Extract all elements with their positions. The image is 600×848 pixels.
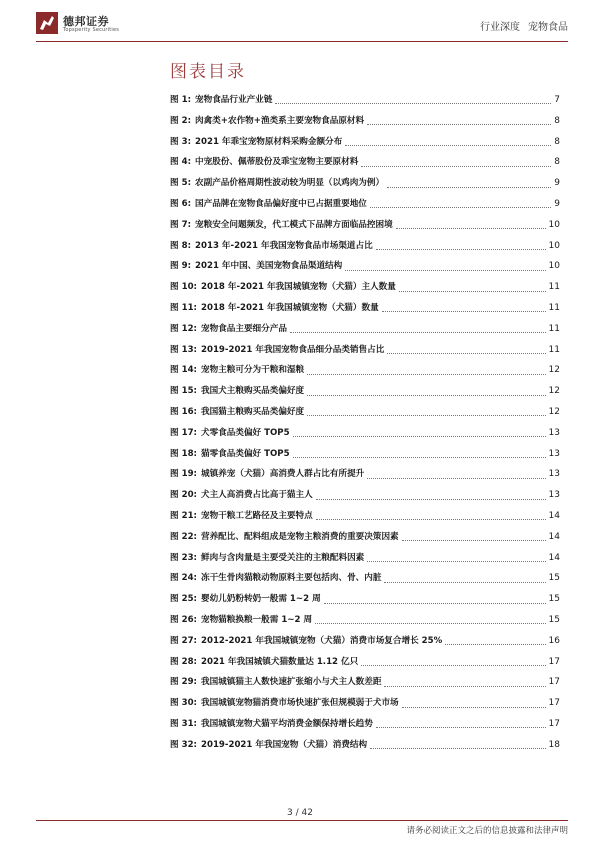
toc-figure-label: 图 6: (170, 198, 192, 209)
toc-figure-title: 猫零食品类偏好 TOP5 (200, 448, 290, 459)
toc-dot-leader (361, 165, 551, 167)
toc-figure-label: 图 1: (170, 95, 192, 105)
toc-figure-label: 图 4: (170, 157, 192, 168)
toc-dot-leader (367, 123, 551, 125)
toc-figure-label: 图 30: (170, 698, 197, 709)
toc-figure-label: 图 27: (170, 635, 197, 646)
toc-entry[interactable] (170, 90, 560, 111)
brand-logo-icon (36, 12, 58, 34)
toc-dot-leader (307, 373, 545, 375)
toc-page-number: 15 (548, 614, 560, 625)
toc-figure-label: 图 24: (170, 573, 197, 584)
page-number: 3 / 42 (287, 808, 313, 818)
toc-figure-title: 犬主人高消费占比高于猫主人 (200, 490, 313, 501)
toc-page-number: 15 (548, 573, 560, 584)
toc-figure-title: 城镇养宠（犬猫）高消费人群占比有所提升 (200, 469, 365, 480)
toc-figure-label: 图 15: (170, 386, 197, 397)
toc-page-number: 13 (548, 427, 560, 438)
toc-page-number: 17 (548, 718, 560, 729)
toc-dot-leader (387, 352, 545, 354)
toc-entry[interactable] (170, 548, 560, 569)
toc-figure-label: 图 9: (170, 261, 192, 272)
toc-figure-label: 图 2: (170, 115, 192, 126)
toc-dot-leader (382, 310, 546, 312)
toc-dot-leader (370, 206, 551, 208)
toc-figure-title: 宠物干粮工艺路径及主要特点 (200, 510, 313, 521)
toc-figure-title: 宠物食品行业产业链 (195, 95, 273, 105)
toc-figure-label: 图 20: (170, 490, 197, 501)
toc-page-number: 10 (548, 261, 560, 272)
toc-page-number: 13 (548, 448, 560, 459)
toc-figure-label: 图 17: (170, 427, 197, 438)
toc-dot-leader (396, 227, 546, 229)
figure-toc-list (170, 90, 560, 756)
toc-dot-leader (387, 186, 551, 188)
toc-dot-leader (370, 747, 545, 749)
toc-figure-label: 图 12: (170, 323, 197, 334)
toc-page-number: 13 (548, 469, 560, 480)
toc-entry[interactable] (170, 111, 560, 132)
toc-page-number: 11 (548, 302, 560, 313)
toc-page-number: 8 (554, 115, 560, 126)
toc-dot-leader (316, 518, 546, 520)
footer-divider (36, 820, 568, 821)
toc-dot-leader (376, 248, 546, 250)
toc-page-number: 13 (548, 490, 560, 501)
toc-dot-leader (361, 664, 545, 666)
toc-entry[interactable] (170, 194, 560, 215)
toc-page-number: 8 (554, 157, 560, 168)
toc-figure-label: 图 16: (170, 406, 197, 417)
toc-figure-label: 图 26: (170, 614, 197, 625)
toc-figure-title: 2019-2021 年我国宠物（犬猫）消费结构 (200, 739, 368, 750)
toc-entry[interactable] (170, 381, 560, 402)
toc-dot-leader (384, 685, 545, 687)
page-title: 图表目录 (170, 62, 246, 82)
toc-entry[interactable] (170, 319, 560, 340)
toc-figure-title: 冻干生骨肉猫粮动物原料主要包括肉、骨、内脏 (200, 573, 382, 584)
toc-figure-title: 犬零食品类偏好 TOP5 (200, 427, 290, 438)
toc-figure-title: 中宠股份、佩蒂股份及乖宝宠物主要原材料 (195, 157, 359, 168)
toc-figure-label: 图 25: (170, 594, 197, 605)
toc-dot-leader (445, 643, 545, 645)
toc-entry[interactable] (170, 236, 560, 257)
toc-page-number: 11 (548, 323, 560, 334)
toc-entry[interactable] (170, 652, 560, 673)
toc-figure-title: 我国城镇宠物犬猫平均消费金额保持增长趋势 (200, 718, 373, 729)
toc-dot-leader (290, 331, 546, 333)
toc-entry[interactable] (170, 735, 560, 756)
toc-figure-label: 图 14: (170, 365, 197, 376)
toc-figure-title: 宠物猫粮换粮一般需 1~2 周 (200, 614, 313, 625)
toc-page-number: 14 (548, 531, 560, 542)
toc-figure-label: 图 28: (170, 656, 197, 667)
toc-figure-title: 宠物主粮可分为干粮和湿粮 (200, 365, 305, 376)
brand-name: 德邦证券 (63, 15, 109, 28)
toc-figure-label: 图 8: (170, 240, 192, 251)
toc-figure-title: 国产品牌在宠物食品偏好度中已占据重要地位 (195, 198, 367, 209)
toc-figure-title: 肉禽类+农作物+渔类系主要宠物食品原材料 (195, 115, 365, 126)
toc-figure-title: 我国猫主粮购买品类偏好度 (200, 406, 305, 417)
toc-figure-title: 2012-2021 年我国城镇宠物（犬猫）消费市场复合增长 25% (200, 635, 443, 646)
toc-page-number: 18 (548, 739, 560, 750)
toc-figure-title: 2021 年中国、美国宠物食品渠道结构 (195, 261, 343, 272)
toc-entry[interactable] (170, 215, 560, 236)
toc-entry[interactable] (170, 402, 560, 423)
toc-page-number: 9 (554, 198, 560, 209)
toc-dot-leader (376, 726, 546, 728)
toc-figure-label: 图 3: (170, 136, 192, 147)
toc-figure-label: 图 18: (170, 448, 197, 459)
toc-entry[interactable] (170, 152, 560, 173)
toc-dot-leader (275, 102, 551, 104)
toc-figure-label: 图 29: (170, 677, 197, 688)
toc-page-number: 17 (548, 698, 560, 709)
toc-dot-leader (315, 622, 545, 624)
toc-entry[interactable] (170, 256, 560, 277)
toc-entry[interactable] (170, 506, 560, 527)
toc-entry[interactable] (170, 277, 560, 298)
toc-figure-label: 图 7: (170, 219, 192, 230)
toc-page-number: 11 (548, 282, 560, 293)
page-header (0, 0, 600, 46)
toc-figure-label: 图 19: (170, 469, 197, 480)
toc-figure-title: 宠物食品主要细分产品 (200, 323, 287, 334)
toc-entry[interactable] (170, 360, 560, 381)
toc-figure-title: 鲜肉与含肉量是主要受关注的主粮配料因素 (200, 552, 365, 563)
toc-figure-label: 图 5: (170, 178, 192, 189)
toc-figure-title: 农副产品价格周期性波动较为明显（以鸡肉为例） (195, 178, 385, 189)
toc-entry[interactable] (170, 610, 560, 631)
toc-entry[interactable] (170, 527, 560, 548)
toc-figure-label: 图 21: (170, 510, 197, 521)
toc-page-number: 12 (548, 406, 560, 417)
toc-page-number: 14 (548, 552, 560, 563)
toc-figure-title: 我国犬主粮购买品类偏好度 (200, 386, 305, 397)
toc-figure-title: 2018 年-2021 年我国城镇宠物（犬猫）数量 (200, 302, 379, 313)
toc-dot-leader (307, 414, 545, 416)
toc-entry[interactable] (170, 340, 560, 361)
toc-page-number: 10 (548, 240, 560, 251)
toc-entry[interactable] (170, 693, 560, 714)
toc-page-number: 17 (548, 656, 560, 667)
toc-entry[interactable] (170, 423, 560, 444)
toc-figure-title: 宠粮安全问题频发，代工模式下品牌方面临品控困境 (195, 219, 393, 230)
toc-figure-title: 婴幼儿奶粉转奶一般需 1~2 周 (200, 594, 321, 605)
toc-page-number: 8 (554, 136, 560, 147)
header-divider (36, 41, 568, 42)
toc-page-number: 16 (548, 635, 560, 646)
toc-page-number: 11 (548, 344, 560, 355)
toc-entry[interactable] (170, 568, 560, 589)
toc-entry[interactable] (170, 132, 560, 153)
toc-figure-label: 图 11: (170, 302, 197, 313)
toc-dot-leader (345, 144, 551, 146)
toc-dot-leader (293, 456, 546, 458)
toc-entry[interactable] (170, 485, 560, 506)
toc-entry[interactable] (170, 631, 560, 652)
toc-figure-title: 营养配比、配料组成是宠物主粮消费的重要决策因素 (200, 531, 399, 542)
toc-dot-leader (367, 477, 545, 479)
toc-figure-label: 图 22: (170, 531, 197, 542)
toc-entry[interactable] (170, 464, 560, 485)
toc-dot-leader (293, 435, 546, 437)
toc-entry[interactable] (170, 714, 560, 735)
toc-dot-leader (399, 290, 546, 292)
toc-dot-leader (367, 560, 545, 562)
toc-entry[interactable] (170, 173, 560, 194)
toc-dot-leader (316, 498, 546, 500)
toc-page-number: 15 (548, 594, 560, 605)
toc-figure-label: 图 23: (170, 552, 197, 563)
toc-page-number: 14 (548, 510, 560, 521)
toc-entry[interactable] (170, 672, 560, 693)
toc-page-number: 9 (554, 178, 560, 189)
toc-page-number: 12 (548, 386, 560, 397)
toc-page-number: 12 (548, 365, 560, 376)
toc-figure-title: 我国城镇猫主人数快速扩张缩小与犬主人数差距 (200, 677, 382, 688)
toc-figure-label: 图 10: (170, 282, 197, 293)
legal-disclaimer: 请务必阅读正文之后的信息披露和法律声明 (406, 826, 568, 836)
toc-entry[interactable] (170, 589, 560, 610)
toc-figure-title: 2018 年-2021 年我国城镇宠物（犬猫）主人数量 (200, 282, 396, 293)
toc-figure-title: 2019-2021 年我国宠物食品细分品类销售占比 (200, 344, 385, 355)
header-tag-industry: 行业深度 (480, 22, 520, 33)
toc-dot-leader (402, 539, 546, 541)
toc-entry[interactable] (170, 444, 560, 465)
header-tag-sector: 宠物食品 (528, 22, 568, 33)
header-tags (480, 18, 568, 33)
toc-figure-label: 图 31: (170, 718, 197, 729)
toc-figure-label: 图 32: (170, 739, 197, 750)
toc-dot-leader (307, 394, 545, 396)
toc-figure-title: 2021 年我国城镇犬猫数量达 1.12 亿只 (200, 656, 359, 667)
toc-figure-title: 我国城镇宠物猫消费市场快速扩张但规模弱于犬市场 (200, 698, 399, 709)
toc-dot-leader (402, 706, 546, 708)
toc-figure-title: 2021 年乖宝宠物原材料采购金额分布 (195, 136, 343, 147)
toc-entry[interactable] (170, 298, 560, 319)
toc-figure-label: 图 13: (170, 344, 197, 355)
toc-page-number: 17 (548, 677, 560, 688)
toc-figure-title: 2013 年-2021 年我国宠物食品市场渠道占比 (195, 240, 373, 251)
toc-dot-leader (324, 602, 546, 604)
brand-subtitle: Topsperity Securities (63, 27, 120, 33)
toc-dot-leader (345, 269, 545, 271)
toc-dot-leader (384, 581, 545, 583)
toc-page-number: 7 (554, 95, 560, 105)
toc-page-number: 10 (548, 219, 560, 230)
